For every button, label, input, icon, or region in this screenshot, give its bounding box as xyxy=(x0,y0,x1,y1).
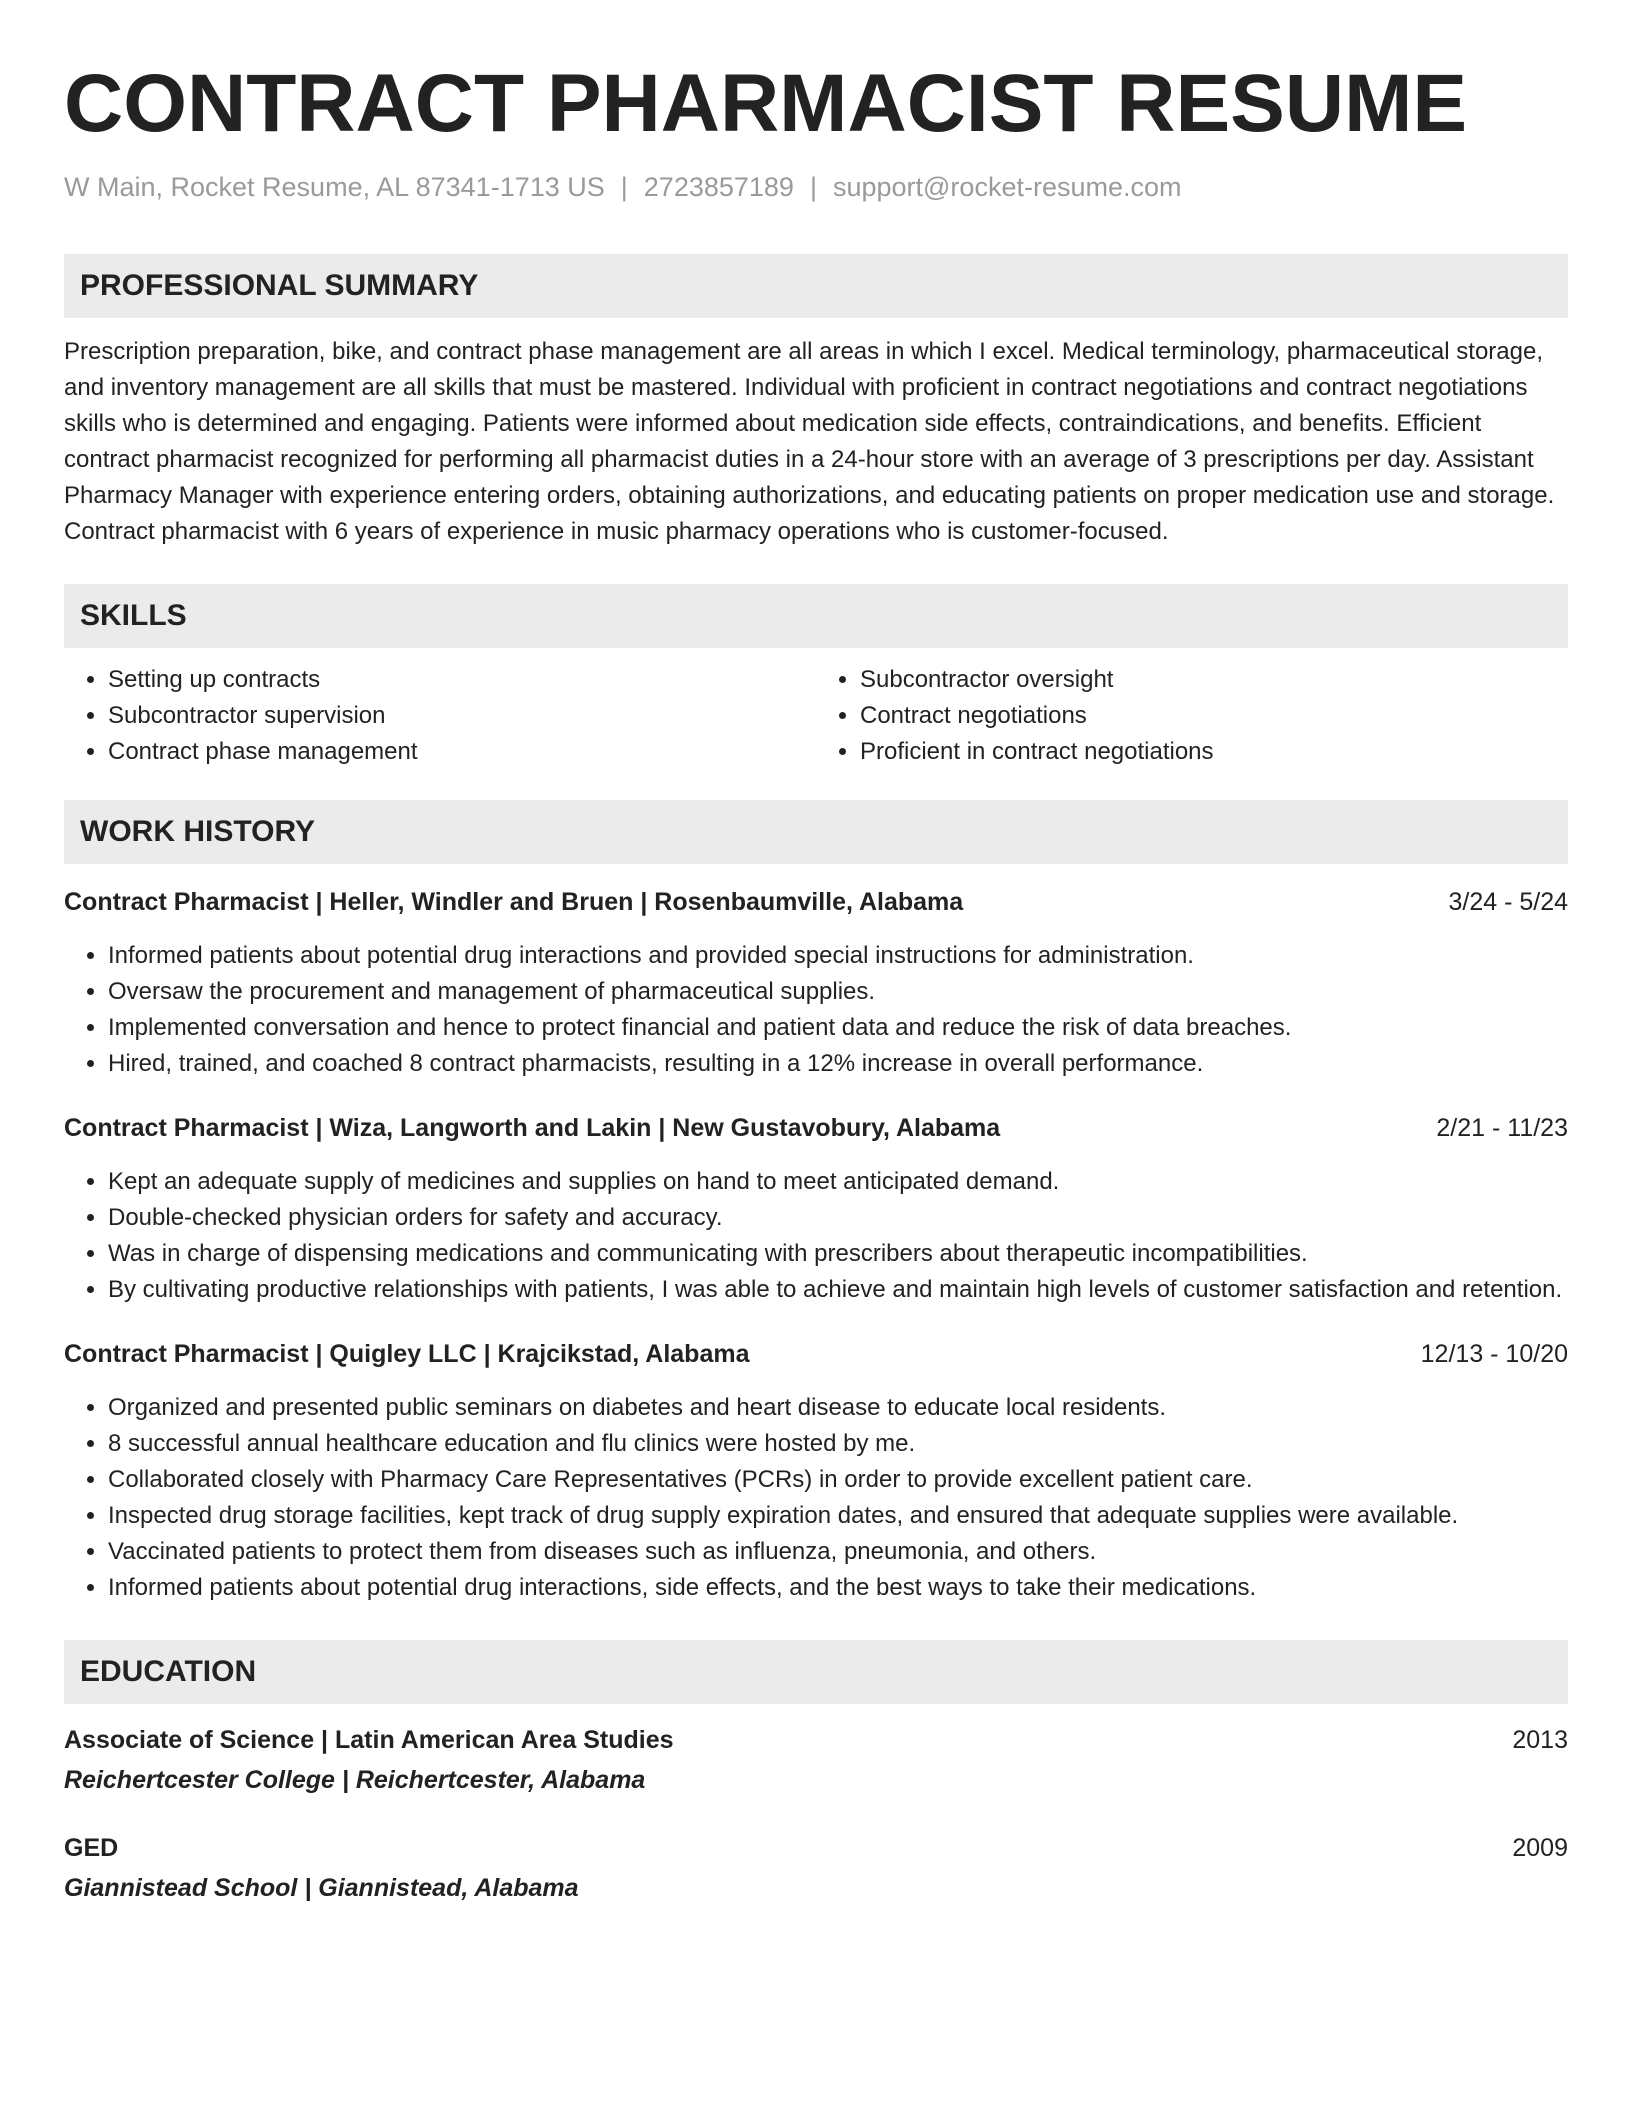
job-dates: 2/21 - 11/23 xyxy=(1436,1114,1568,1142)
job-title: Contract Pharmacist | Quigley LLC | Krajcikstad, Alabama xyxy=(64,1340,750,1368)
job-bullet: • Organized and presented public seminars on diabetes and heart disease to educate local residents. xyxy=(108,1390,1568,1426)
job-title: Contract Pharmacist | Wiza, Langworth and Lakin | New Gustavobury, Alabama xyxy=(64,1114,1001,1142)
skill-item: • Subcontractor oversight xyxy=(860,662,1568,698)
job-bullet: • Double-checked physician orders for safety and accuracy. xyxy=(108,1200,1568,1236)
education-degree: Associate of Science | Latin American Area Studies xyxy=(64,1726,674,1754)
job-dates: 3/24 - 5/24 xyxy=(1448,888,1568,916)
job-bullet: • Collaborated closely with Pharmacy Care Representatives (PCRs) in order to provide excellent patient care. xyxy=(108,1462,1568,1498)
skill-item: • Subcontractor supervision xyxy=(108,698,816,734)
summary-heading: PROFESSIONAL SUMMARY xyxy=(64,254,1568,318)
education-entry xyxy=(64,1830,1568,1906)
skills-column-left xyxy=(64,662,816,770)
summary-text: Prescription preparation, bike, and contract phase management are all areas in which I excel. Medical terminology, pharmaceutical storage, and inventory management are all skills that must be mastered. Individual with proficient in contract negotiations and contract negotiations skills who is determined and engaging. Patients were informed about medication side effects, contraindications, and benefits. Efficient contract pharmacist recognized for performing all pharmacist duties in a 24-hour store with an average of 3 prescriptions per day. Assistant Pharmacy Manager with experience entering orders, obtaining authorizations, and educating patients on proper medication use and storage. Contract pharmacist with 6 years of experience in music pharmacy operations who is customer-focused. xyxy=(64,338,1555,545)
job-dates: 12/13 - 10/20 xyxy=(1420,1340,1568,1368)
education-school: Giannistead School | Giannistead, Alabama xyxy=(64,1874,579,1902)
contact-separator: | xyxy=(620,172,628,202)
education-school: Reichertcester College | Reichertcester, Alabama xyxy=(64,1766,646,1794)
skill-item: • Setting up contracts xyxy=(108,662,816,698)
job-bullet: • Oversaw the procurement and management of pharmaceutical supplies. xyxy=(108,974,1568,1010)
job-bullet: • 8 successful annual healthcare education and flu clinics were hosted by me. xyxy=(108,1426,1568,1462)
education-heading: EDUCATION xyxy=(64,1640,1568,1704)
education-year: 2013 xyxy=(1512,1726,1568,1754)
job-bullet: • Informed patients about potential drug interactions and provided special instructions for administration. xyxy=(108,938,1568,974)
job-bullet: • Was in charge of dispensing medications and communicating with prescribers about therapeutic incompatibilities. xyxy=(108,1236,1568,1272)
job-bullet: • Inspected drug storage facilities, kept track of drug supply expiration dates, and ensured that adequate supplies were available. xyxy=(108,1498,1568,1534)
education-entry xyxy=(64,1722,1568,1798)
resume-title: CONTRACT PHARMACIST RESUME xyxy=(64,58,1468,149)
skills-column-right xyxy=(816,662,1568,770)
job-bullet: • Kept an adequate supply of medicines and supplies on hand to meet anticipated demand. xyxy=(108,1164,1568,1200)
job-bullet: • Implemented conversation and hence to protect financial and patient data and reduce the risk of data breaches. xyxy=(108,1010,1568,1046)
skills-heading: SKILLS xyxy=(64,584,1568,648)
contact-line xyxy=(64,170,1568,204)
job-bullet: • Hired, trained, and coached 8 contract pharmacists, resulting in a 12% increase in overall performance. xyxy=(108,1046,1568,1082)
skills-list xyxy=(64,662,1568,770)
job-bullet: • Informed patients about potential drug interactions, side effects, and the best ways to take their medications. xyxy=(108,1570,1568,1606)
job-bullet: • By cultivating productive relationships with patients, I was able to achieve and maintain high levels of customer satisfaction and retention. xyxy=(108,1272,1568,1308)
job-bullet: • Vaccinated patients to protect them from diseases such as influenza, pneumonia, and others. xyxy=(108,1534,1568,1570)
contact-phone: 2723857189 xyxy=(643,172,794,202)
job-entry xyxy=(64,1110,1568,1308)
skill-item: • Contract phase management xyxy=(108,734,816,770)
contact-separator: | xyxy=(809,172,817,202)
education-degree: GED xyxy=(64,1834,119,1862)
contact-email: support@rocket-resume.com xyxy=(832,172,1182,202)
skill-item: • Contract negotiations xyxy=(860,698,1568,734)
education-year: 2009 xyxy=(1512,1834,1568,1862)
job-entry xyxy=(64,884,1568,1082)
job-entry xyxy=(64,1336,1568,1606)
skill-item: • Proficient in contract negotiations xyxy=(860,734,1568,770)
work-history-heading: WORK HISTORY xyxy=(64,800,1568,864)
job-title: Contract Pharmacist | Heller, Windler and Bruen | Rosenbaumville, Alabama xyxy=(64,888,964,916)
contact-address: W Main, Rocket Resume, AL 87341-1713 US xyxy=(64,172,605,202)
